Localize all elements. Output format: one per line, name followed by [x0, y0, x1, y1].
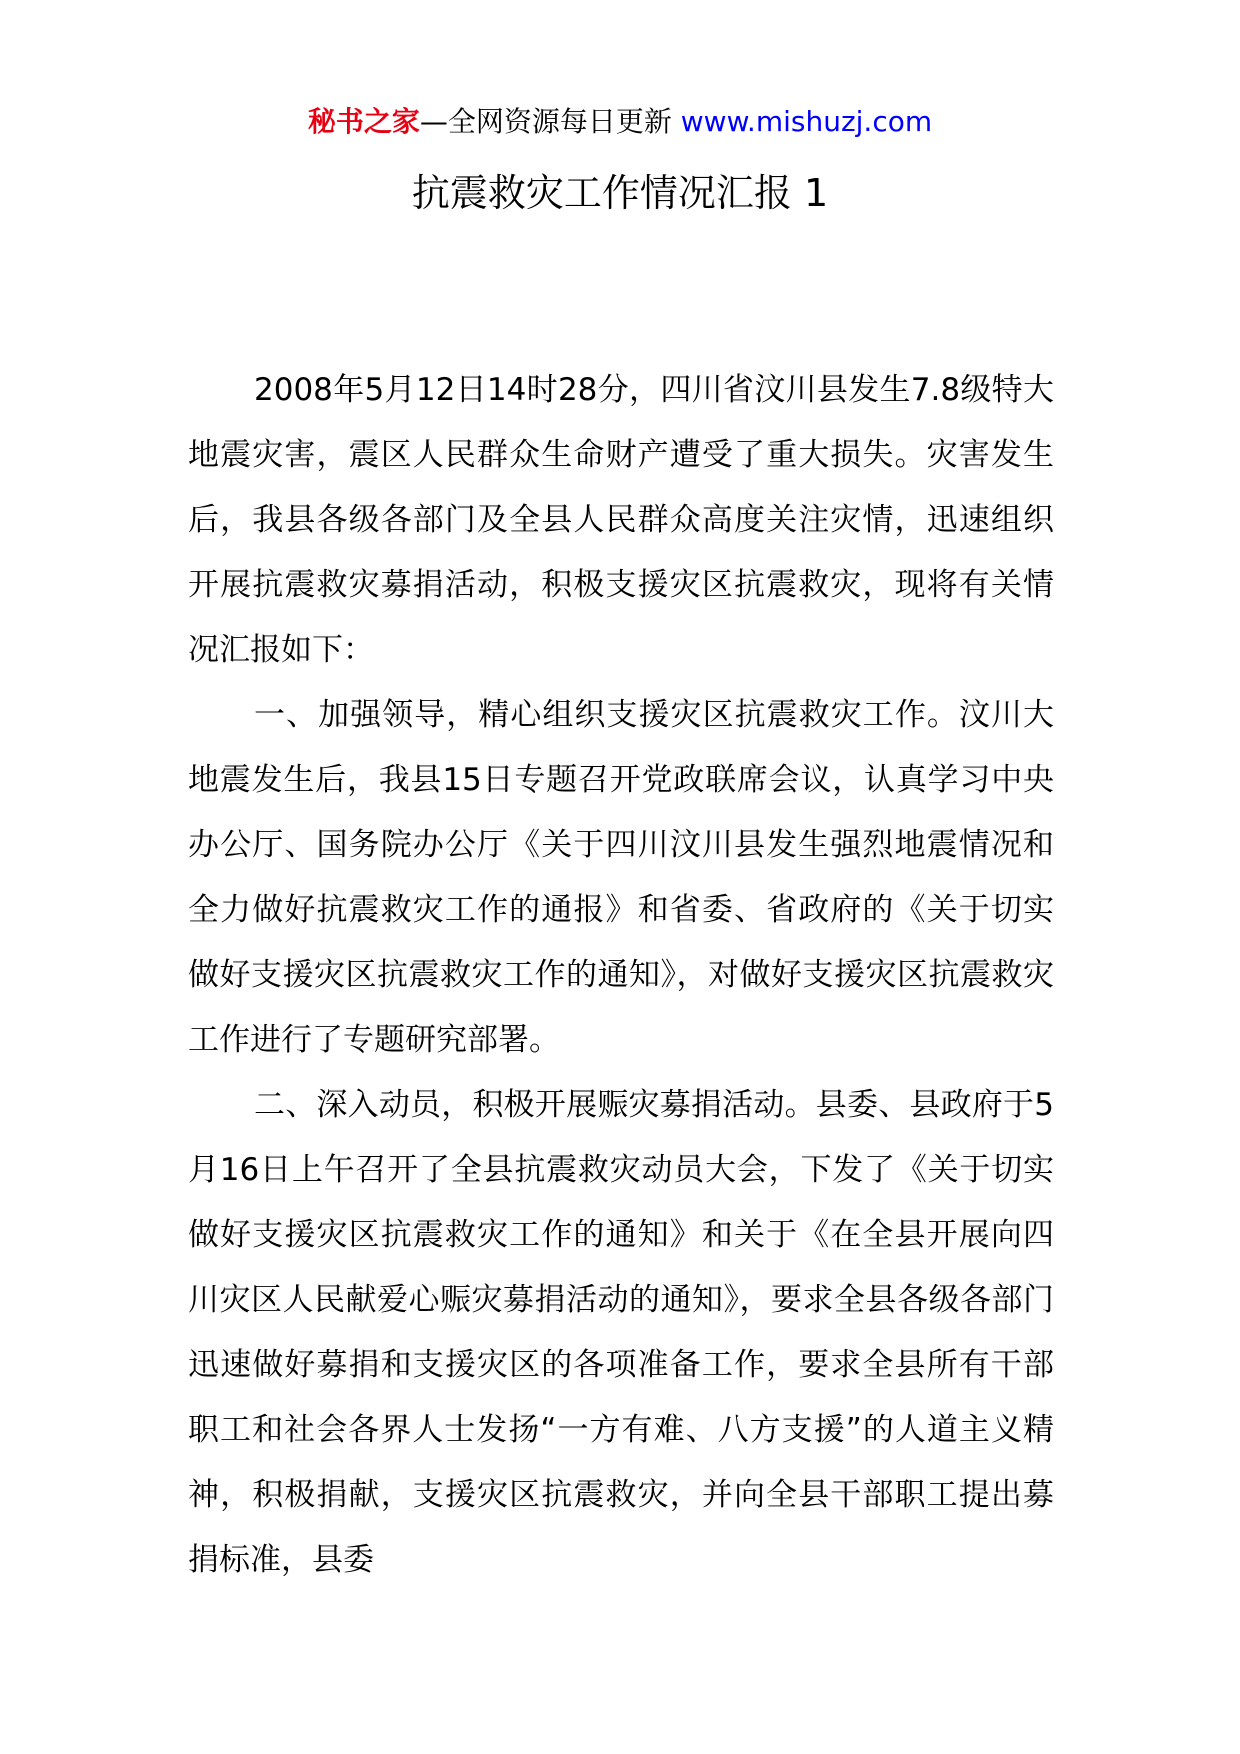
- site-url-link[interactable]: www.mishuzj.com: [680, 105, 933, 138]
- document-body: [188, 358, 1054, 1593]
- paragraph-section-2: 二、深入动员，积极开展赈灾募捐活动。县委、县政府于5月16日上午召开了全县抗震救灾动员大会，下发了《关于切实做好支援灾区抗震救灾工作的通知》和关于《在全县开展向四川灾区人民献爱心赈灾募捐活动的通知》，要求全县各级各部门迅速做好募捐和支援灾区的各项准备工作，要求全县所有干部职工和社会各界人士发扬“一方有难、八方支援”的人道主义精神，积极捐献，支援灾区抗震救灾，并向全县干部职工提出募捐标准，县委: [188, 1087, 1054, 1578]
- site-brand: 秘书之家: [307, 105, 420, 138]
- site-slogan: —全网资源每日更新: [419, 105, 681, 138]
- paragraph-intro: 2008年5月12日14时28分，四川省汶川县发生7.8级特大地震灾害，震区人民群众生命财产遭受了重大损失。灾害发生后，我县各级各部门及全县人民群众高度关注灾情，迅速组织开展抗震救灾募捐活动，积极支援灾区抗震救灾，现将有关情况汇报如下：: [188, 372, 1054, 668]
- paragraph-section-1: 一、加强领导，精心组织支援灾区抗震救灾工作。汶川大地震发生后，我县15日专题召开党政联席会议，认真学习中央办公厅、国务院办公厅《关于四川汶川县发生强烈地震情况和全力做好抗震救灾工作的通报》和省委、省政府的《关于切实做好支援灾区抗震救灾工作的通知》，对做好支援灾区抗震救灾工作进行了专题研究部署。: [188, 697, 1054, 1058]
- document-title: 抗震救灾工作情况汇报 1: [411, 171, 829, 215]
- site-header: [0, 102, 1240, 142]
